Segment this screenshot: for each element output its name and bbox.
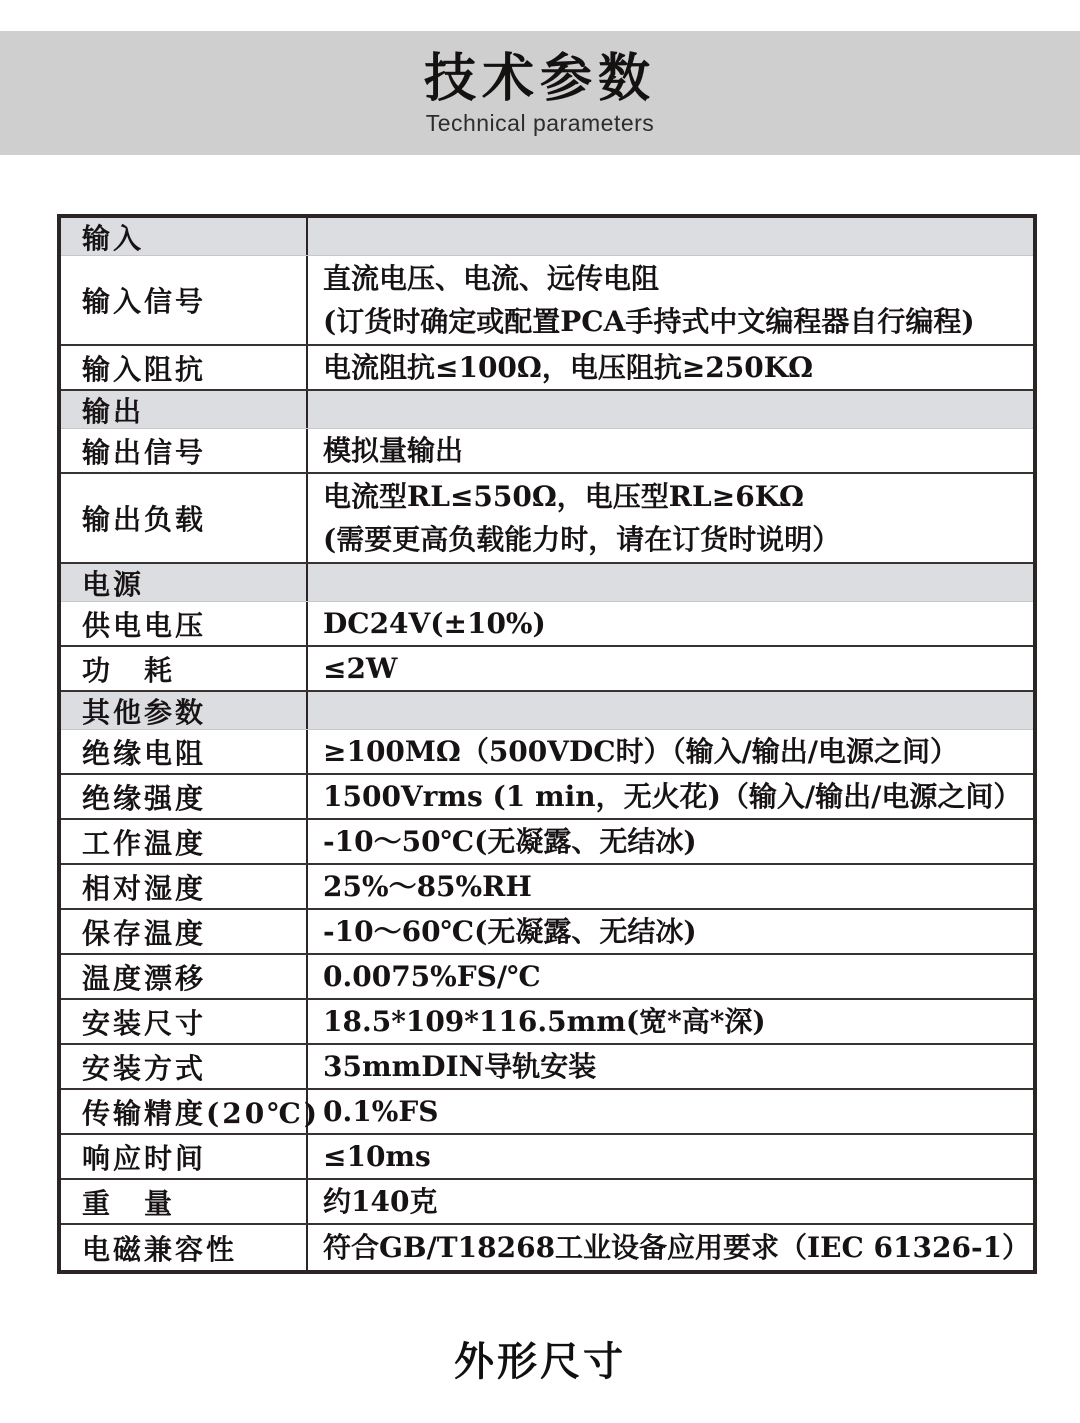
page-title: 技术参数 — [423, 50, 656, 108]
row-value — [308, 910, 1033, 953]
row-label: 电源 — [61, 564, 308, 601]
row-value — [308, 1225, 1033, 1270]
table-row — [61, 820, 1033, 865]
row-label: 相对湿度 — [61, 865, 308, 908]
value-line: ≤2W — [323, 652, 398, 685]
row-value — [308, 564, 1033, 601]
row-label: 输入阻抗 — [61, 346, 308, 389]
table-row — [61, 910, 1033, 955]
value-line: ≥100MΩ（500VDC时）（输入/输出/电源之间） — [323, 735, 959, 768]
row-label: 电磁兼容性 — [61, 1225, 308, 1270]
row-label: 响应时间 — [61, 1135, 308, 1178]
table-row — [61, 1000, 1033, 1045]
table-row — [61, 429, 1033, 474]
table-section-row — [61, 692, 1033, 730]
row-value — [308, 730, 1033, 773]
table-row — [61, 1135, 1033, 1180]
row-label: 绝缘电阻 — [61, 730, 308, 773]
value-line: 直流电压、电流、远传电阻 — [323, 262, 660, 295]
value-line: (需要更高负载能力时，请在订货时说明） — [323, 523, 841, 556]
table-row — [61, 256, 1033, 346]
table-row — [61, 865, 1033, 910]
value-line: DC24V(±10%) — [323, 607, 546, 640]
row-value — [308, 256, 1033, 344]
row-label: 保存温度 — [61, 910, 308, 953]
row-value — [308, 692, 1033, 729]
row-value — [308, 955, 1033, 998]
row-label: 传输精度(20℃) — [61, 1090, 308, 1133]
row-label: 温度漂移 — [61, 955, 308, 998]
row-label: 重 量 — [61, 1180, 308, 1223]
row-label: 其他参数 — [61, 692, 308, 729]
header-banner — [0, 31, 1080, 155]
value-line: 18.5*109*116.5mm(宽*高*深) — [323, 1005, 766, 1038]
row-value — [308, 865, 1033, 908]
value-line: 符合GB/T18268工业设备应用要求（IEC 61326-1） — [323, 1231, 1031, 1264]
table-row — [61, 1090, 1033, 1135]
row-value — [308, 1180, 1033, 1223]
page-subtitle: Technical parameters — [425, 110, 655, 136]
table-row — [61, 775, 1033, 820]
table-row — [61, 955, 1033, 1000]
table-row — [61, 602, 1033, 647]
table-rows — [61, 218, 1033, 1270]
value-line: -10～50℃(无凝露、无结冰) — [323, 825, 697, 858]
row-label: 功 耗 — [61, 647, 308, 690]
outline-dimensions-title: 外形尺寸 — [454, 1340, 626, 1384]
row-value — [308, 647, 1033, 690]
row-label: 供电电压 — [61, 602, 308, 645]
value-line: 0.0075%FS/℃ — [323, 960, 541, 993]
row-label: 安装尺寸 — [61, 1000, 308, 1043]
table-row — [61, 1225, 1033, 1270]
row-label: 输出 — [61, 391, 308, 428]
row-value — [308, 1135, 1033, 1178]
row-value — [308, 391, 1033, 428]
value-line: 0.1%FS — [323, 1095, 439, 1128]
value-line: 1500Vrms (1 min，无火花)（输入/输出/电源之间） — [323, 780, 1022, 813]
row-label: 输入信号 — [61, 256, 308, 344]
table-section-row — [61, 218, 1033, 256]
value-line: 电流阻抗≤100Ω，电压阻抗≥250KΩ — [323, 351, 814, 384]
value-line: 35mmDIN导轨安装 — [323, 1050, 597, 1083]
row-value — [308, 218, 1033, 255]
row-label: 输出信号 — [61, 429, 308, 472]
value-line: -10～60℃(无凝露、无结冰) — [323, 915, 697, 948]
value-line: ≤10ms — [323, 1140, 431, 1173]
row-label: 输出负载 — [61, 474, 308, 562]
value-line: 模拟量输出 — [323, 434, 464, 467]
table-row — [61, 1180, 1033, 1225]
table-row — [61, 346, 1033, 391]
row-value — [308, 602, 1033, 645]
table-row — [61, 1045, 1033, 1090]
table-section-row — [61, 564, 1033, 602]
row-value — [308, 1000, 1033, 1043]
table-row — [61, 474, 1033, 564]
table-section-row — [61, 391, 1033, 429]
table-row — [61, 730, 1033, 775]
row-value — [308, 346, 1033, 389]
row-value — [308, 474, 1033, 562]
value-line: (订货时确定或配置PCA手持式中文编程器自行编程) — [323, 305, 975, 338]
row-value — [308, 429, 1033, 472]
value-line: 约140克 — [323, 1185, 438, 1218]
row-value — [308, 820, 1033, 863]
row-value — [308, 1045, 1033, 1088]
row-label: 输入 — [61, 218, 308, 255]
tech-parameters-table — [57, 214, 1037, 1274]
row-label: 绝缘强度 — [61, 775, 308, 818]
table-row — [61, 647, 1033, 692]
row-label: 工作温度 — [61, 820, 308, 863]
row-value — [308, 775, 1033, 818]
row-label: 安装方式 — [61, 1045, 308, 1088]
value-line: 25%～85%RH — [323, 870, 532, 903]
value-line: 电流型RL≤550Ω，电压型RL≥6KΩ — [323, 480, 804, 513]
row-value — [308, 1090, 1033, 1133]
